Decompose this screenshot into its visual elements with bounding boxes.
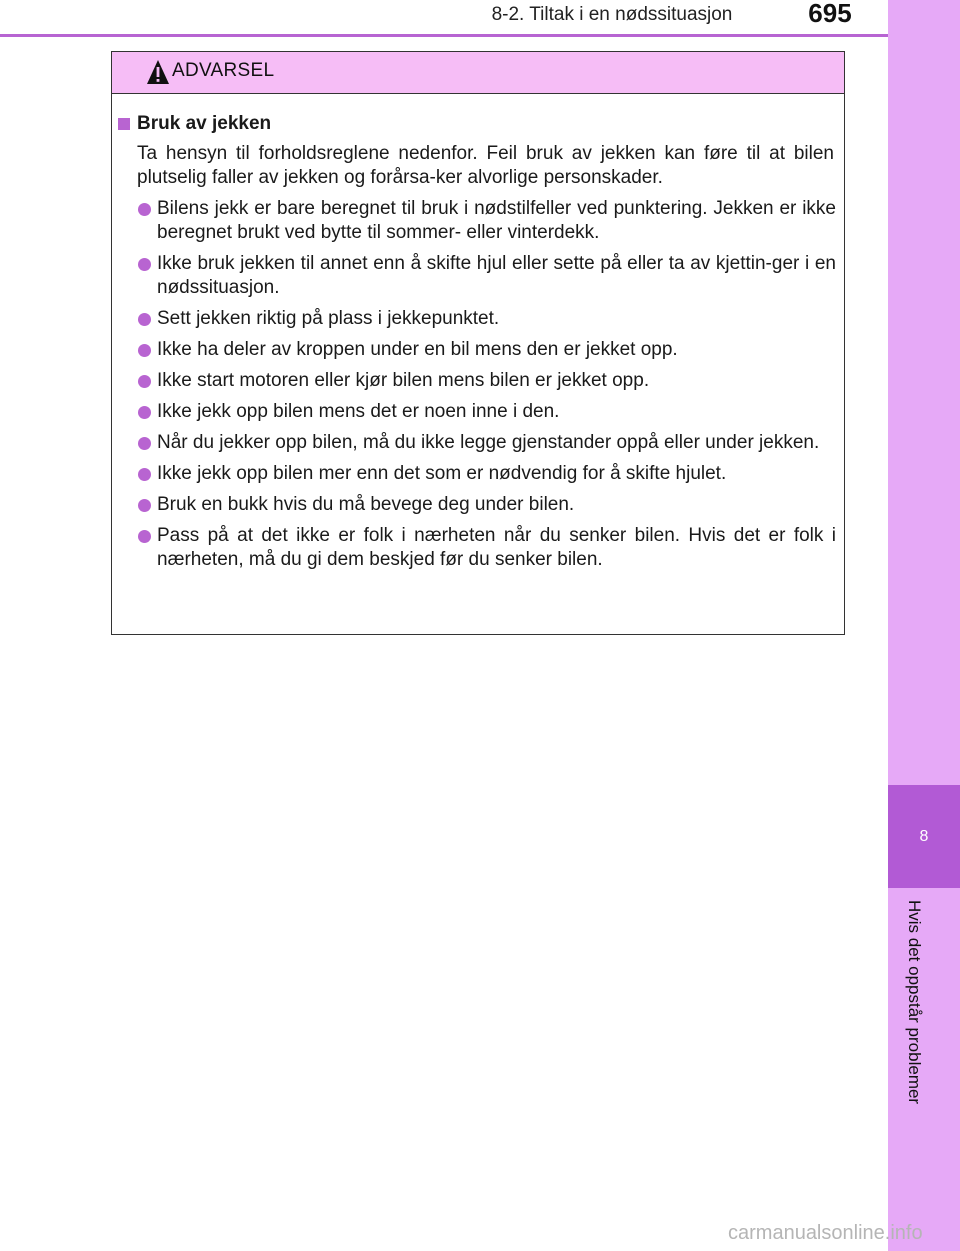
warning-header [112, 52, 844, 94]
list-item-text: Ikke jekk opp bilen mer enn det som er nødvendig for å skifte hjulet. [157, 463, 727, 484]
bullet-dot-icon [138, 258, 151, 271]
list-item-text: Ikke jekk opp bilen mens det er noen inne i den. [157, 401, 560, 422]
list-item-text: Sett jekken riktig på plass i jekkepunktet. [157, 308, 500, 329]
warning-content [112, 112, 844, 579]
bullet-dot-icon [138, 468, 151, 481]
bullet-dot-icon [138, 406, 151, 419]
bullet-dot-icon [138, 313, 151, 326]
square-bullet-icon [118, 118, 130, 130]
list-item [112, 400, 844, 424]
list-item-text: Pass på at det ikke er folk i nærheten når du senker bilen. Hvis det er folk i nærheten, må du gi dem beskjed før du senker bilen. [157, 525, 836, 570]
list-item [112, 338, 844, 362]
watermark: carmanualsonline.info [728, 1222, 923, 1244]
warning-label: ADVARSEL [172, 60, 275, 81]
bullet-dot-icon [138, 499, 151, 512]
intro-text: Ta hensyn til forholdsreglene nedenfor. Feil bruk av jekken kan føre til at bilen plutselig faller av jekken og forårsa-ker alvorlige personskader. [137, 143, 834, 188]
chapter-side-tab [888, 0, 960, 1251]
page-number: 695 [808, 0, 852, 28]
section-heading [112, 112, 844, 136]
bullet-dot-icon [138, 530, 151, 543]
list-item [112, 462, 844, 486]
list-item-text: Bilens jekk er bare beregnet til bruk i nødstilfeller ved punktering. Jekken er ikke beregnet brukt ved bytte til sommer- eller vinterdekk. [157, 198, 836, 243]
header-section-title: 8-2. Tiltak i en nødssituasjon [491, 4, 733, 25]
list-item [112, 252, 844, 300]
list-item [112, 431, 844, 455]
list-item-text: Ikke ha deler av kroppen under en bil mens den er jekket opp. [157, 339, 678, 360]
chapter-number-box[interactable] [888, 785, 960, 888]
bullet-dot-icon [138, 375, 151, 388]
list-item [112, 369, 844, 393]
precaution-list [112, 197, 844, 572]
list-item-text: Ikke start motoren eller kjør bilen mens bilen er jekket opp. [157, 370, 650, 391]
section-heading-text: Bruk av jekken [137, 113, 272, 134]
list-item [112, 307, 844, 331]
bullet-dot-icon [138, 437, 151, 450]
list-item [112, 524, 844, 572]
list-item-text: Ikke bruk jekken til annet enn å skifte hjul eller sette på eller ta av kjettin-ger i en nødssituasjon. [157, 253, 836, 298]
warning-box [111, 51, 845, 635]
chapter-number: 8 [919, 827, 929, 845]
list-item [112, 197, 844, 245]
list-item-text: Bruk en bukk hvis du må bevege deg under bilen. [157, 494, 575, 515]
warning-triangle-icon [146, 59, 170, 85]
chapter-title: Hvis det oppstår problemer [905, 900, 924, 1105]
list-item-text: Når du jekker opp bilen, må du ikke legge gjenstander oppå eller under jekken. [157, 432, 820, 453]
bullet-dot-icon [138, 203, 151, 216]
bullet-dot-icon [138, 344, 151, 357]
header-rule [0, 34, 888, 37]
list-item [112, 493, 844, 517]
